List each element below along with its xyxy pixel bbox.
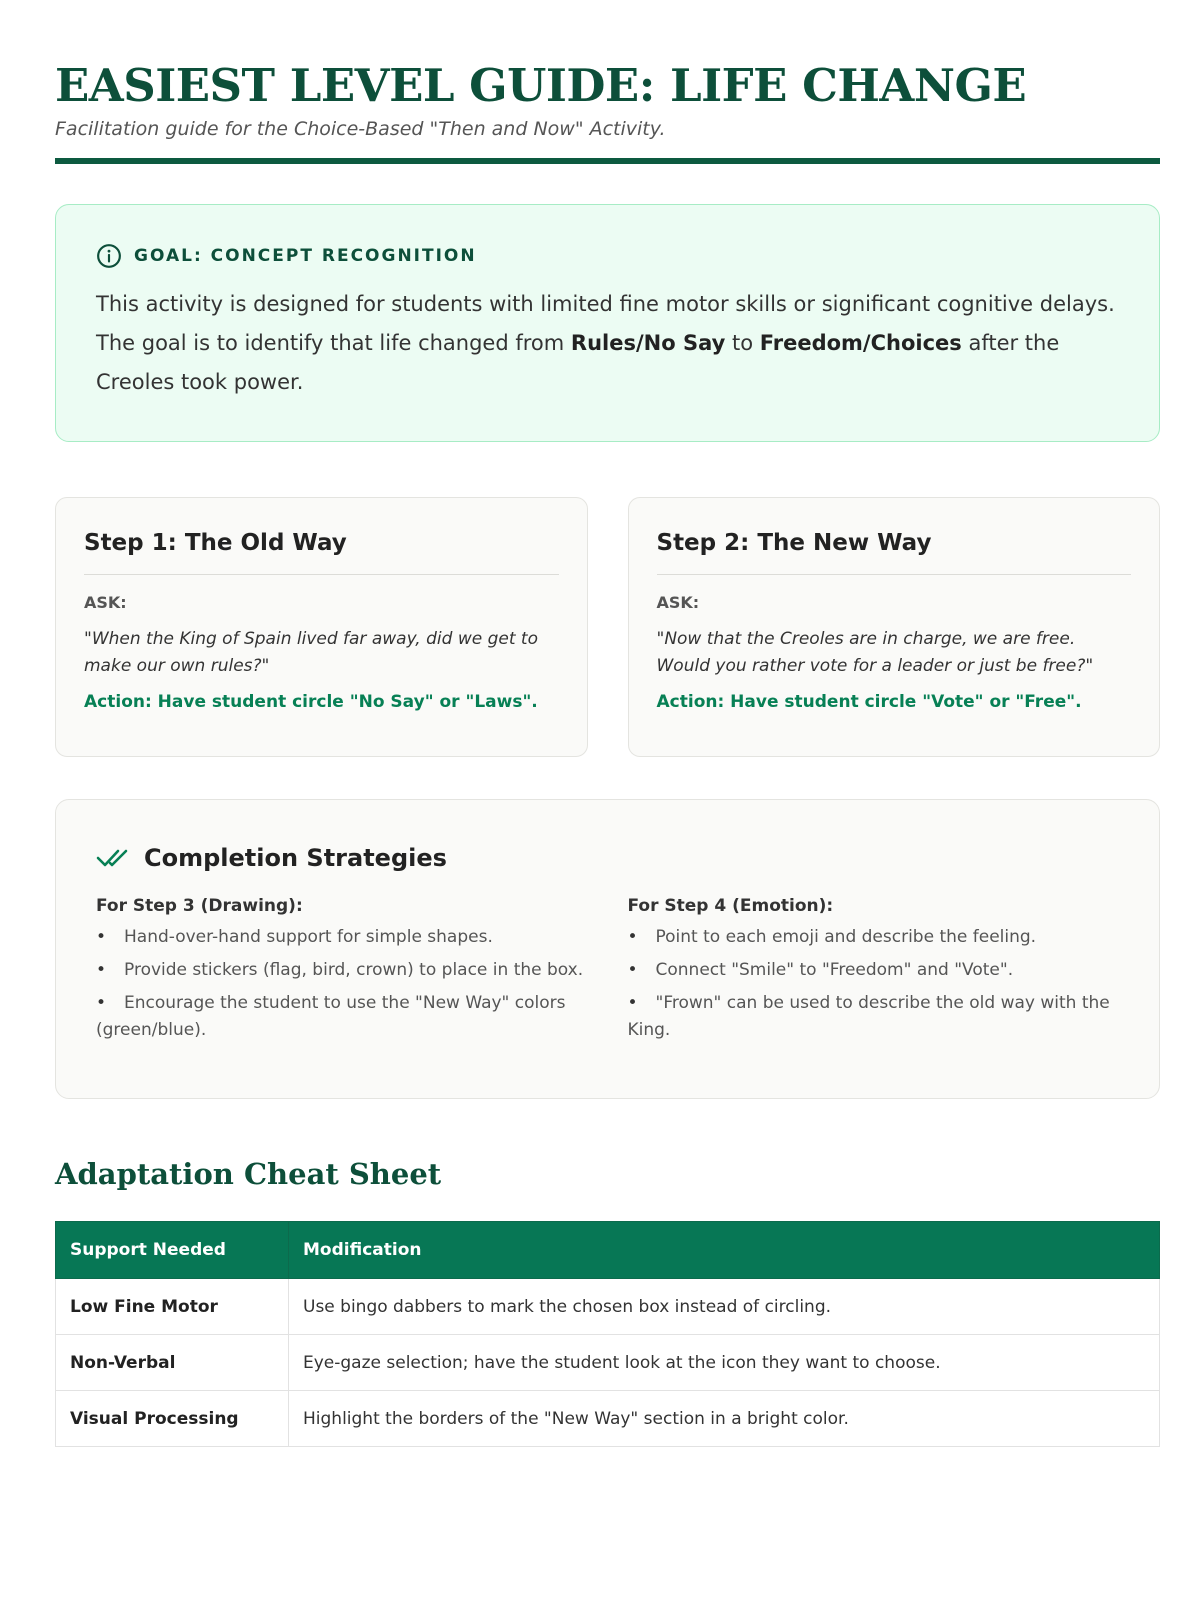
goal-header bbox=[96, 243, 1119, 269]
ask-quote: "When the King of Spain lived far away, did we get to make our own rules?" bbox=[84, 629, 538, 676]
table-row bbox=[56, 1335, 1160, 1391]
completion-column-step4 bbox=[628, 896, 1120, 1050]
page-subtitle: Facilitation guide for the Choice-Based "Then and Now" Activity. bbox=[55, 118, 666, 140]
step-title: Step 1: The Old Way bbox=[84, 530, 559, 575]
column-title: For Step 4 (Emotion): bbox=[627, 896, 834, 916]
cheat-sheet-title: Adaptation Cheat Sheet bbox=[55, 1157, 442, 1191]
step-action: Action: Have student circle "Vote" or "Free". bbox=[656, 692, 1082, 712]
column-title: For Step 3 (Drawing): bbox=[96, 896, 303, 916]
support-cell: Non-Verbal bbox=[56, 1335, 289, 1391]
modification-cell: Use bingo dabbers to mark the chosen box instead of circling. bbox=[289, 1279, 1160, 1335]
column-header-support: Support Needed bbox=[56, 1222, 289, 1279]
list-item: • Point to each emoji and describe the feeling. bbox=[627, 927, 1037, 947]
adaptation-table bbox=[55, 1221, 1160, 1447]
table-row bbox=[56, 1279, 1160, 1335]
title-divider bbox=[55, 158, 1160, 164]
ask-label: ASK: bbox=[84, 593, 127, 612]
step-card-old-way bbox=[55, 497, 588, 757]
step-action: Action: Have student circle "No Say" or "Laws". bbox=[84, 692, 538, 712]
strategy-list bbox=[628, 924, 1120, 1044]
step-title: Step 2: The New Way bbox=[657, 530, 1132, 575]
list-item: • Connect "Smile" to "Freedom" and "Vote". bbox=[627, 960, 1014, 980]
column-header-modification: Modification bbox=[289, 1222, 1160, 1279]
support-cell: Low Fine Motor bbox=[56, 1279, 289, 1335]
document-container bbox=[55, 0, 1160, 1447]
goal-text-1: This activity is designed for students with limited fine motor skills or significant cognitive delays. The goal is to identify that life changed from bbox=[96, 292, 1115, 355]
info-icon bbox=[96, 243, 122, 269]
list-item: • "Frown" can be used to describe the old way with the King. bbox=[627, 993, 1110, 1040]
goal-label: GOAL: CONCEPT RECOGNITION bbox=[134, 246, 477, 266]
ask-label: ASK: bbox=[656, 593, 700, 612]
modification-cell: Eye-gaze selection; have the student look at the icon they want to choose. bbox=[289, 1335, 1160, 1391]
goal-description bbox=[96, 285, 1119, 402]
completion-columns bbox=[96, 896, 1119, 1050]
goal-bold-freedom: Freedom/Choices bbox=[759, 331, 962, 355]
ask-quote: "Now that the Creoles are in charge, we are free. Would you rather vote for a leader or just be free?" bbox=[656, 629, 1094, 676]
strategy-list bbox=[96, 924, 588, 1044]
completion-header bbox=[96, 844, 1119, 872]
list-item: • Provide stickers (flag, bird, crown) to place in the box. bbox=[96, 960, 584, 980]
list-item: • Hand-over-hand support for simple shapes. bbox=[96, 927, 493, 947]
completion-strategies-panel bbox=[55, 799, 1160, 1099]
double-check-icon bbox=[96, 847, 130, 869]
goal-text-3: after the Creoles took power. bbox=[96, 331, 1060, 394]
list-item: • Encourage the student to use the "New Way" colors (green/blue). bbox=[96, 993, 566, 1040]
goal-bold-rules: Rules/No Say bbox=[570, 331, 726, 355]
steps-row bbox=[55, 497, 1160, 757]
goal-text-2: to bbox=[725, 331, 760, 355]
completion-title: Completion Strategies bbox=[144, 844, 447, 872]
table-header-row bbox=[56, 1222, 1160, 1279]
goal-panel bbox=[55, 204, 1160, 442]
table-row bbox=[56, 1391, 1160, 1447]
completion-column-step3 bbox=[96, 896, 588, 1050]
page-title: EASIEST LEVEL GUIDE: LIFE CHANGE bbox=[55, 59, 1027, 112]
support-cell: Visual Processing bbox=[56, 1391, 289, 1447]
modification-cell: Highlight the borders of the "New Way" section in a bright color. bbox=[289, 1391, 1160, 1447]
step-card-new-way bbox=[628, 497, 1161, 757]
